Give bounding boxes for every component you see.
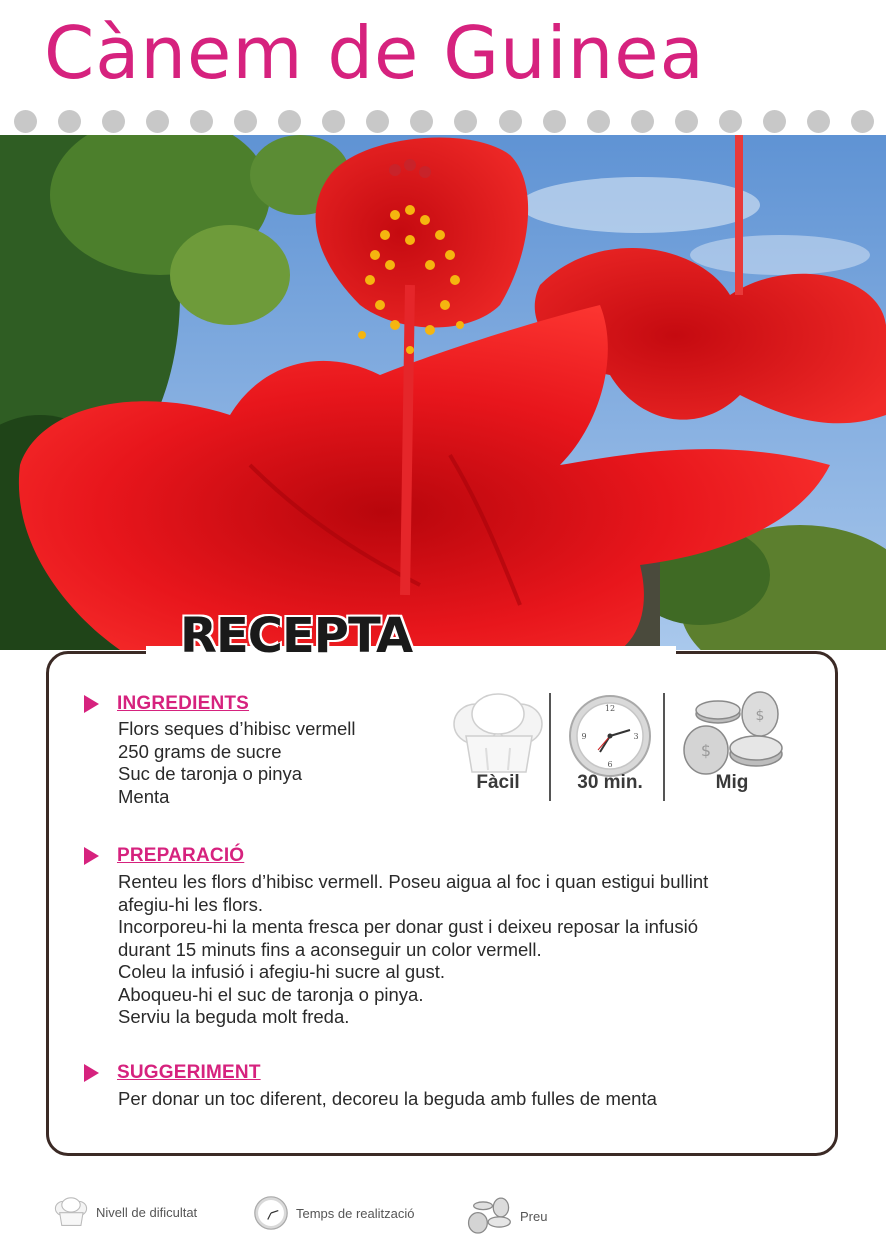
ingredient-item: Flors seques d’hibisc vermell [118, 718, 356, 739]
ingredient-item: Suc de taronja o pinya [118, 763, 303, 784]
clock-icon [568, 694, 652, 778]
legend-time-label: Temps de realització [296, 1205, 415, 1221]
price-meta [676, 688, 788, 808]
legend-difficulty-label: Nivell de dificultat [96, 1204, 198, 1220]
recipe-section-label: RECEPTA [180, 608, 413, 664]
svg-text:12: 12 [604, 704, 616, 713]
triangle-bullet-icon [84, 1064, 99, 1082]
triangle-bullet-icon [84, 847, 99, 865]
legend-time [254, 1196, 415, 1230]
ingredients-list [118, 718, 356, 808]
suggestion-heading-row [84, 1062, 261, 1084]
preparation-line: Aboqueu-hi el suc de taronja o pinya. [118, 983, 424, 1005]
preparation-line: Renteu les flors d’hibisc vermell. Poseu aigua al foc i quan estigui bullint [118, 871, 709, 892]
chef-hat-icon [450, 692, 546, 776]
difficulty-meta [446, 688, 550, 808]
svg-text:$: $ [700, 741, 712, 760]
hibiscus-photo [0, 135, 886, 650]
page-title: Cànem de Guinea [44, 11, 705, 95]
preparation-line: Coleu la infusió i afegiu-hi sucre al gust. [118, 961, 446, 982]
svg-text:$: $ [755, 708, 765, 724]
ingredient-item: Menta [118, 785, 170, 807]
clock-icon [254, 1196, 288, 1230]
preparation-line: durant 15 minuts fins a aconseguir un color vermell. [118, 938, 542, 960]
svg-text:6: 6 [607, 760, 613, 769]
price-value: Mig [715, 772, 749, 793]
preparation-text [118, 871, 708, 1029]
coins-icon [466, 1196, 512, 1236]
meta-divider [663, 693, 665, 801]
meta-divider [549, 693, 551, 801]
decorative-dot-row [14, 110, 874, 134]
legend-price-label: Preu [520, 1208, 548, 1224]
chef-hat-icon [54, 1196, 88, 1228]
preparation-line: Incorporeu-hi la menta fresca per donar gust i deixeu reposar la infusió [118, 916, 698, 937]
ingredients-heading: INGREDIENTS [117, 693, 250, 714]
suggestion-heading: SUGGERIMENT [117, 1062, 261, 1083]
suggestion-line: Per donar un toc diferent, decoreu la beguda amb fulles de menta [118, 1088, 657, 1109]
legend-price [466, 1196, 547, 1236]
legend-difficulty [54, 1196, 197, 1228]
difficulty-value: Fàcil [476, 772, 520, 793]
preparation-heading: PREPARACIÓ [117, 845, 245, 866]
triangle-bullet-icon [84, 695, 99, 713]
ingredients-heading-row [84, 693, 249, 715]
suggestion-text [118, 1088, 657, 1111]
svg-text:9: 9 [581, 732, 587, 741]
ingredient-item: 250 grams de sucre [118, 740, 282, 762]
svg-text:3: 3 [633, 732, 639, 741]
time-value: 30 min. [577, 772, 643, 793]
preparation-heading-row [84, 845, 244, 867]
preparation-line: afegiu-hi les flors. [118, 893, 263, 915]
coins-icon [678, 688, 786, 780]
time-meta [558, 688, 662, 808]
preparation-line: Serviu la beguda molt freda. [118, 1006, 350, 1027]
